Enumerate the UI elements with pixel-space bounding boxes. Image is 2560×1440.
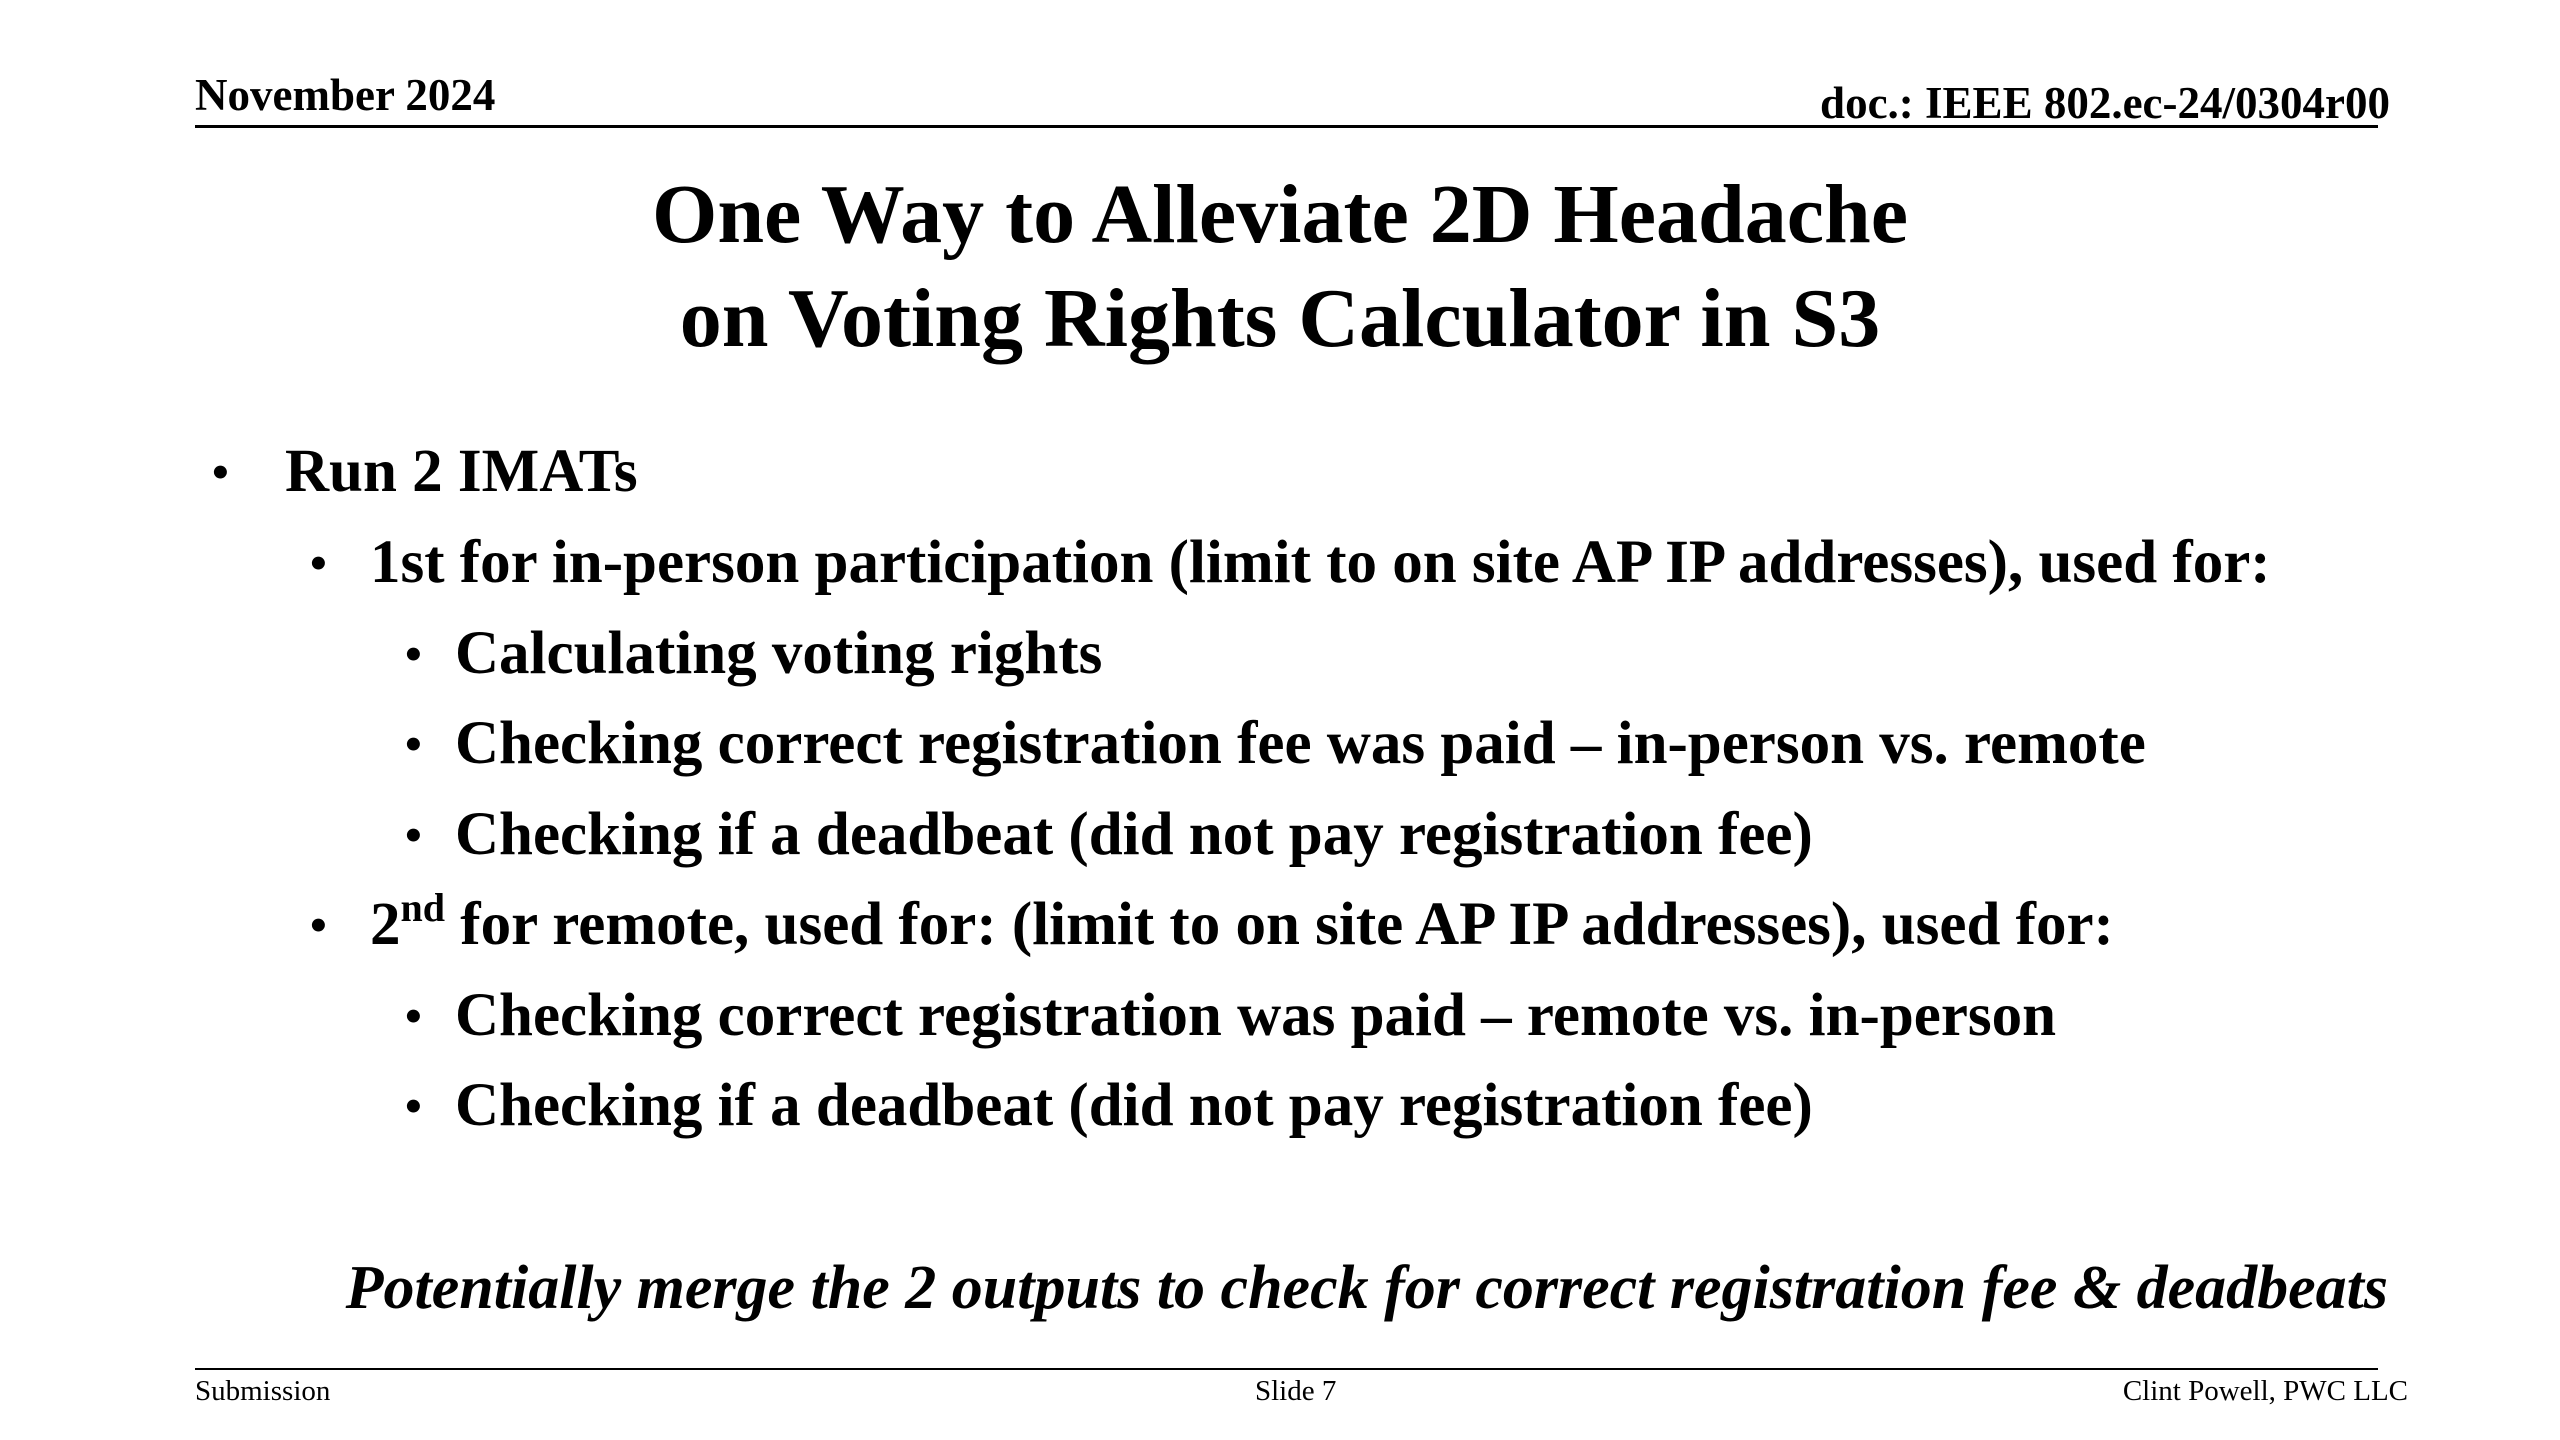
footer-submission: Submission	[195, 1375, 331, 1407]
second-text: for remote, used for: (limit to on site AP IP addresses), used for:	[445, 891, 2114, 958]
bullet-second-item-1: Checking correct registration was paid – remote vs. in-person	[455, 982, 2057, 1049]
second-ordinal: nd	[400, 885, 445, 930]
footer-author: Clint Powell, PWC LLC	[2122, 1375, 2408, 1407]
header-date: November 2024	[195, 70, 496, 120]
bullet-second-item-2: Checking if a deadbeat (did not pay registration fee)	[455, 1072, 1813, 1139]
bullet-first-imat: 1st for in-person participation (limit to on site AP IP addresses), used for:	[370, 529, 2271, 596]
bullet-marker: •	[405, 628, 422, 681]
bullet-marker: •	[405, 809, 422, 862]
bullet-second-imat	[370, 885, 2114, 958]
bullet-marker: •	[310, 537, 327, 590]
footer-divider	[195, 1368, 2378, 1370]
title-line-2: on Voting Rights Calculator in S3	[679, 272, 1881, 365]
header-doc-id: doc.: IEEE 802.ec-24/0304r00	[1820, 78, 2390, 128]
bullet-first-item-1: Calculating voting rights	[455, 620, 1103, 687]
bullet-first-item-3: Checking if a deadbeat (did not pay registration fee)	[455, 801, 1813, 868]
bullet-marker: •	[405, 990, 422, 1043]
second-number: 2	[370, 891, 401, 958]
bullet-run-imats: Run 2 IMATs	[285, 438, 638, 505]
title-line-1: One Way to Alleviate 2D Headache	[651, 168, 1909, 261]
closing-statement: Potentially merge the 2 outputs to check for correct registration fee & deadbeats	[345, 1254, 2388, 1322]
bullet-marker: •	[310, 899, 327, 952]
bullet-first-item-2: Checking correct registration fee was paid – in-person vs. remote	[455, 710, 2146, 777]
bullet-marker: •	[405, 718, 422, 771]
bullet-marker: •	[212, 446, 229, 499]
bullet-marker: •	[405, 1080, 422, 1133]
footer-slide-number: Slide 7	[1255, 1375, 1337, 1407]
